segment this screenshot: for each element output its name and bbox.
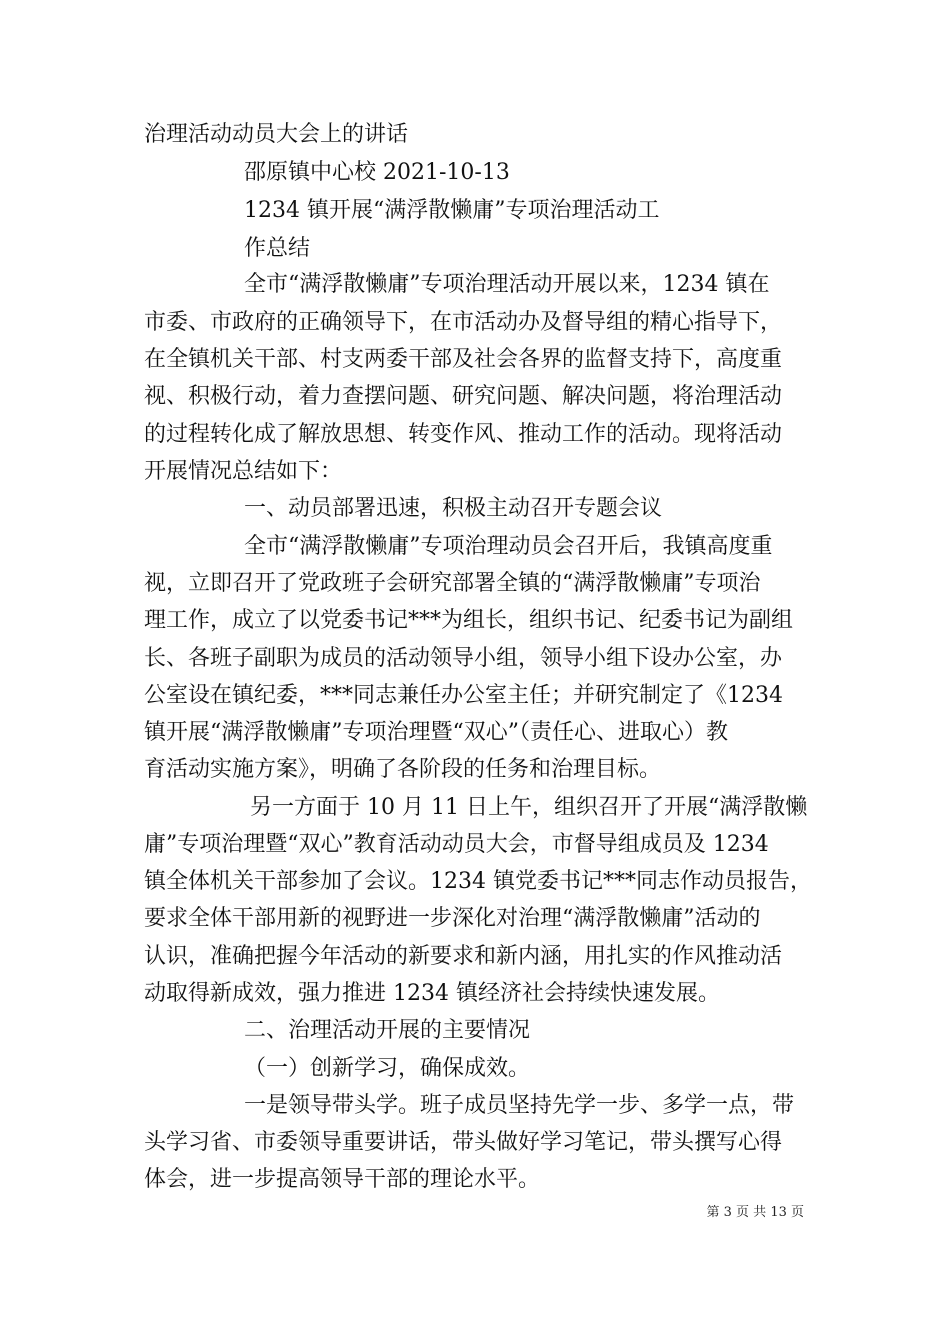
intro-line: 在全镇机关干部、村支两委干部及社会各界的监督支持下，高度重 xyxy=(144,347,783,372)
intro-line: 视、积极行动，着力查摆问题、研究问题、解决问题，将治理活动 xyxy=(144,384,783,409)
doc-title-line-1: 1234 镇开展“满浮散懒庸”专项治理活动工 xyxy=(244,198,660,223)
section-1-para-2-line: 另一方面于 10 月 11 日上午，组织召开了开展“满浮散懒 xyxy=(250,795,808,820)
section-2-para-1-line: 一是领导带头学。班子成员坚持先学一步、多学一点，带 xyxy=(244,1093,795,1118)
section-2-heading: 二、治理活动开展的主要情况 xyxy=(244,1018,531,1043)
page-number: 第 3 页 共 13 页 xyxy=(706,1205,804,1220)
intro-line: 市委、市政府的正确领导下，在市活动办及督导组的精心指导下， xyxy=(144,310,783,335)
author-date: 邵原镇中心校 2021-10-13 xyxy=(244,160,510,185)
section-1-para-1-line: 理工作，成立了以党委书记***为组长，组织书记、纪委书记为副组 xyxy=(144,608,794,633)
section-1-para-1-line: 全市“满浮散懒庸”专项治理动员会召开后，我镇高度重 xyxy=(244,534,773,559)
section-1-heading: 一、动员部署迅速，积极主动召开专题会议 xyxy=(244,496,663,521)
section-1-para-2-line: 动取得新成效，强力推进 1234 镇经济社会持续快速发展。 xyxy=(144,981,720,1006)
intro-line: 的过程转化成了解放思想、转变作风、推动工作的活动。现将活动 xyxy=(144,422,783,447)
section-2-subheading: （一）创新学习，确保成效。 xyxy=(244,1056,531,1081)
section-1-para-1-line: 视，立即召开了党政班子会研究部署全镇的“满浮散懒庸”专项治 xyxy=(144,571,761,596)
section-1-para-1-line: 公室设在镇纪委，***同志兼任办公室主任；并研究制定了《1234 xyxy=(144,683,783,708)
section-1-para-1-line: 育活动实施方案》，明确了各阶段的任务和治理目标。 xyxy=(144,757,662,782)
section-2-para-1-line: 头学习省、市委领导重要讲话，带头做好学习笔记，带头撰写心得 xyxy=(144,1130,783,1155)
section-2-para-1-line: 体会，进一步提高领导干部的理论水平。 xyxy=(144,1167,541,1192)
section-1-para-2-line: 认识，准确把握今年活动的新要求和新内涵，用扎实的作风推动活 xyxy=(144,944,783,969)
section-1-para-1-line: 长、各班子副职为成员的活动领导小组，领导小组下设办公室，办 xyxy=(144,646,783,671)
section-1-para-2-line: 镇全体机关干部参加了会议。1234 镇党委书记***同志作动员报告， xyxy=(144,869,812,894)
doc-title-line-2: 作总结 xyxy=(244,236,311,261)
intro-line: 开展情况总结如下： xyxy=(144,459,343,484)
speech-title: 治理活动动员大会上的讲话 xyxy=(144,122,409,147)
intro-line: 全市“满浮散懒庸”专项治理活动开展以来，1234 镇在 xyxy=(244,272,770,297)
section-1-para-2-line: 要求全体干部用新的视野进一步深化对治理“满浮散懒庸”活动的 xyxy=(144,906,761,931)
section-1-para-2-line: 庸”专项治理暨“双心”教育活动动员大会，市督导组成员及 1234 xyxy=(144,832,769,857)
section-1-para-1-line: 镇开展“满浮散懒庸”专项治理暨“双心”（责任心、进取心）教 xyxy=(144,720,728,745)
